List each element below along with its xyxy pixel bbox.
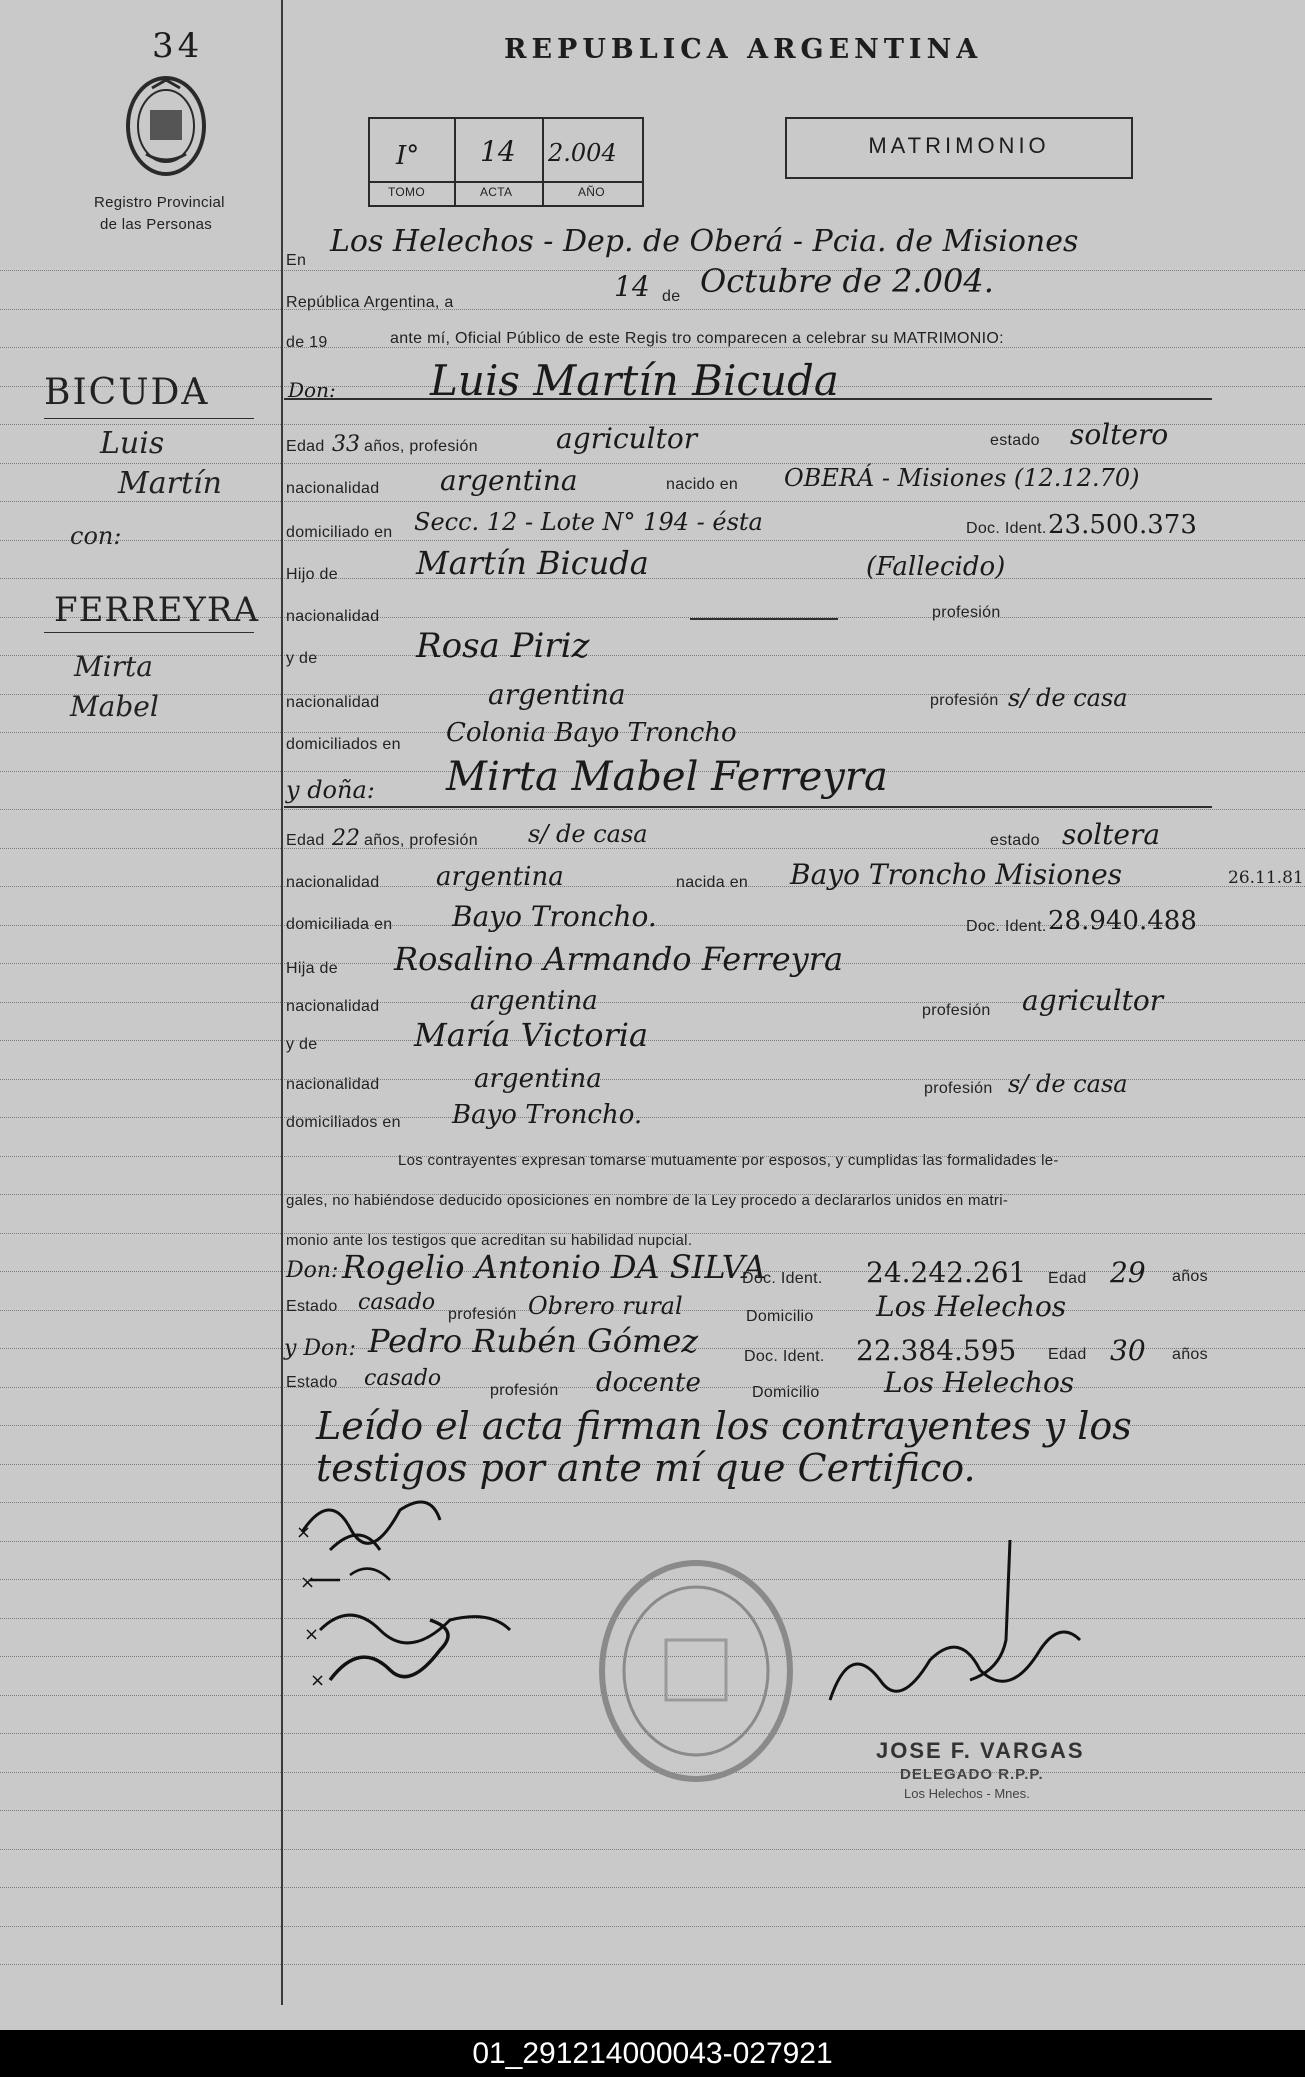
signature-graphics bbox=[290, 1480, 550, 1710]
ruled-line bbox=[0, 270, 1305, 271]
declaration-line2: gales, no habiéndose deducido oposiciones en nombre de la Ley procedo a declararlos unidos en matri- bbox=[286, 1192, 1009, 1209]
groom-father-prof-label: profesión bbox=[932, 604, 1001, 621]
witness1-doc: 24.242.261 bbox=[866, 1256, 1027, 1289]
bride-mother-nat-label: nacionalidad bbox=[286, 1076, 380, 1093]
bride-nationality: argentina bbox=[436, 862, 564, 892]
witness2-name: Pedro Rubén Gómez bbox=[368, 1322, 699, 1360]
bride-nacida-label: nacida en bbox=[676, 874, 749, 891]
witness2-estado-label: Estado bbox=[286, 1374, 338, 1391]
ruled-line bbox=[0, 501, 1305, 502]
bride-profesion-label: años, profesión bbox=[364, 832, 478, 849]
groom-dom-label: domiciliado en bbox=[286, 524, 393, 541]
closing-line1: Leído el acta firman los contrayentes y los bbox=[316, 1404, 1132, 1448]
ruled-line bbox=[0, 655, 1305, 656]
de-label: de bbox=[662, 288, 681, 305]
bride-parents-address: Bayo Troncho. bbox=[452, 1100, 643, 1130]
groom-age: 33 bbox=[332, 432, 360, 457]
closing-line2: testigos por ante mí que Certifico. bbox=[316, 1446, 976, 1490]
bride-age: 22 bbox=[332, 826, 360, 851]
witness2-doc: 22.384.595 bbox=[856, 1334, 1017, 1367]
bride-dom-label: domiciliada en bbox=[286, 916, 393, 933]
provincial-seal-icon bbox=[124, 74, 208, 178]
witness2-dom-label: Domicilio bbox=[752, 1384, 820, 1401]
groom-father-note: (Fallecido) bbox=[866, 552, 1006, 582]
svg-text:×: × bbox=[296, 1522, 312, 1543]
registry-line1: Registro Provincial bbox=[94, 194, 225, 211]
record-type: MATRIMONIO bbox=[868, 133, 1050, 158]
official-seal-icon bbox=[596, 1556, 796, 1786]
groom-mother: Rosa Piriz bbox=[416, 626, 590, 666]
bride-nat-label: nacionalidad bbox=[286, 874, 380, 891]
section-separator-groom bbox=[284, 398, 1212, 400]
witness2-doc-label: Doc. Ident. bbox=[744, 1348, 825, 1365]
groom-doc-label: Doc. Ident. bbox=[966, 520, 1047, 537]
groom-mother-nationality: argentina bbox=[488, 678, 626, 711]
svg-text:×: × bbox=[310, 1670, 326, 1691]
tomo-label: TOMO bbox=[388, 185, 425, 199]
country-title: REPUBLICA ARGENTINA bbox=[504, 34, 983, 65]
groom-name: Luis Martín Bicuda bbox=[430, 356, 839, 405]
groom-yde-label: y de bbox=[286, 650, 318, 667]
groom-mother-nat-label: nacionalidad bbox=[286, 694, 380, 711]
witness2-civil-status: casado bbox=[364, 1366, 442, 1391]
groom-address: Secc. 12 - Lote N° 194 - ésta bbox=[414, 508, 763, 536]
groom-prefix: Don: bbox=[288, 378, 336, 402]
svg-text:×: × bbox=[300, 1572, 316, 1593]
record-type-box bbox=[785, 117, 1133, 179]
acta-label: ACTA bbox=[480, 185, 513, 199]
witness2-edad-label: Edad bbox=[1048, 1346, 1087, 1363]
witness1-doc-label: Doc. Ident. bbox=[742, 1270, 823, 1287]
margin-groom-given2: Martín bbox=[118, 466, 222, 501]
margin-underline bbox=[44, 418, 254, 419]
bride-mother: María Victoria bbox=[414, 1016, 649, 1054]
witness1-prof-label: profesión bbox=[448, 1306, 517, 1323]
bride-edad-label: Edad bbox=[286, 832, 325, 849]
groom-nationality: argentina bbox=[440, 464, 578, 497]
tomo-value: I° bbox=[396, 141, 420, 171]
bride-mother-nationality: argentina bbox=[474, 1064, 602, 1094]
marriage-month-year: Octubre de 2.004. bbox=[700, 262, 994, 300]
margin-bride-surname: FERREYRA bbox=[54, 590, 260, 630]
groom-civil-status: soltero bbox=[1070, 418, 1169, 451]
groom-father: Martín Bicuda bbox=[416, 544, 649, 582]
bride-birthplace: Bayo Troncho Misiones bbox=[790, 858, 1123, 891]
groom-profesion-label: años, profesión bbox=[364, 438, 478, 455]
bride-name: Mirta Mabel Ferreyra bbox=[446, 754, 888, 800]
bride-father-nationality: argentina bbox=[470, 986, 598, 1016]
republica-label: República Argentina, a bbox=[286, 294, 454, 311]
witness1-edad-label: Edad bbox=[1048, 1270, 1087, 1287]
bride-father: Rosalino Armando Ferreyra bbox=[394, 940, 844, 978]
witness2-age: 30 bbox=[1110, 1334, 1146, 1367]
en-label: En bbox=[286, 252, 307, 269]
ruled-line bbox=[0, 1117, 1305, 1118]
section-separator-bride bbox=[284, 806, 1212, 808]
bride-estado-label: estado bbox=[990, 832, 1040, 849]
bride-hija-label: Hija de bbox=[286, 960, 338, 977]
margin-divider bbox=[281, 0, 283, 2005]
witness1-civil-status: casado bbox=[358, 1290, 436, 1315]
witness1-profession: Obrero rural bbox=[528, 1292, 683, 1320]
bride-prefix: y doña: bbox=[286, 776, 375, 804]
blank-mark bbox=[690, 618, 838, 620]
marriage-place: Los Helechos - Dep. de Oberá - Pcia. de Misiones bbox=[330, 224, 1079, 259]
ano-value: 2.004 bbox=[548, 139, 617, 167]
bride-yde-label: y de bbox=[286, 1036, 318, 1053]
ruled-line bbox=[0, 809, 1305, 810]
bride-father-prof-label: profesión bbox=[922, 1002, 991, 1019]
officiant-statement: ante mí, Oficial Público de este Regis tro comparecen a celebrar su MATRIMONIO: bbox=[390, 330, 1004, 347]
groom-estado-label: estado bbox=[990, 432, 1040, 449]
ruled-line bbox=[0, 1964, 1305, 1965]
witness1-address: Los Helechos bbox=[876, 1290, 1067, 1323]
margin-bride-given2: Mabel bbox=[70, 690, 159, 723]
bride-parents-dom-label: domiciliados en bbox=[286, 1114, 401, 1131]
official-signature bbox=[820, 1530, 1100, 1730]
ruled-line bbox=[0, 1926, 1305, 1927]
ruled-line bbox=[0, 1541, 1305, 1542]
record-box bbox=[368, 117, 644, 207]
witness1-anos-label: años bbox=[1172, 1268, 1208, 1285]
margin-groom-surname: BICUDA bbox=[44, 372, 210, 413]
groom-hijo-label: Hijo de bbox=[286, 566, 338, 583]
margin-right-note: 26.11.81 bbox=[1228, 868, 1304, 888]
witness2-profession: docente bbox=[596, 1368, 701, 1398]
margin-con: con: bbox=[70, 522, 122, 550]
witness1-estado-label: Estado bbox=[286, 1298, 338, 1315]
ruled-line bbox=[0, 1849, 1305, 1850]
groom-parents-dom-label: domiciliados en bbox=[286, 736, 401, 753]
witness2-prof-label: profesión bbox=[490, 1382, 559, 1399]
page-number: 34 bbox=[152, 26, 204, 66]
bride-father-nat-label: nacionalidad bbox=[286, 998, 380, 1015]
groom-edad-label: Edad bbox=[286, 438, 325, 455]
ruled-line bbox=[0, 1502, 1305, 1503]
groom-mother-prof-label: profesión bbox=[930, 692, 999, 709]
margin-bride-given1: Mirta bbox=[74, 650, 153, 683]
margin-groom-given1: Luis bbox=[100, 426, 165, 461]
witness1-prefix: Don: bbox=[286, 1258, 339, 1283]
bride-doc: 28.940.488 bbox=[1048, 906, 1197, 936]
groom-doc: 23.500.373 bbox=[1048, 510, 1197, 540]
official-name: JOSE F. VARGAS bbox=[876, 1738, 1085, 1763]
ruled-line bbox=[0, 578, 1305, 579]
declaration-line1: Los contrayentes expresan tomarse mutuamente por esposos, y cumplidas las formalidades le- bbox=[398, 1152, 1059, 1169]
bride-doc-label: Doc. Ident. bbox=[966, 918, 1047, 935]
margin-underline-2 bbox=[44, 632, 254, 633]
witness1-age: 29 bbox=[1110, 1256, 1146, 1289]
witness1-dom-label: Domicilio bbox=[746, 1308, 814, 1325]
bride-profession: s/ de casa bbox=[528, 820, 648, 848]
groom-nat-label: nacionalidad bbox=[286, 480, 380, 497]
official-place: Los Helechos - Mnes. bbox=[904, 1786, 1030, 1801]
file-reference: 01_291214000043-027921 bbox=[0, 2030, 1305, 2077]
registry-line2: de las Personas bbox=[100, 216, 213, 233]
bride-mother-prof-label: profesión bbox=[924, 1080, 993, 1097]
ruled-line bbox=[0, 540, 1305, 541]
ruled-line bbox=[0, 1040, 1305, 1041]
witness2-address: Los Helechos bbox=[884, 1366, 1075, 1399]
groom-birthplace: OBERÁ - Misiones (12.12.70) bbox=[784, 464, 1140, 492]
bride-mother-profession: s/ de casa bbox=[1008, 1070, 1128, 1098]
acta-value: 14 bbox=[480, 135, 516, 168]
bride-address: Bayo Troncho. bbox=[452, 900, 657, 933]
ruled-line bbox=[0, 1810, 1305, 1811]
groom-nacido-label: nacido en bbox=[666, 476, 739, 493]
groom-parents-address: Colonia Bayo Troncho bbox=[446, 718, 737, 748]
witness1-name: Rogelio Antonio DA SILVA bbox=[342, 1248, 766, 1286]
ruled-line bbox=[0, 1887, 1305, 1888]
ruled-line bbox=[0, 309, 1305, 310]
declaration-line3: monio ante los testigos que acreditan su habilidad nupcial. bbox=[286, 1232, 693, 1249]
groom-mother-profession: s/ de casa bbox=[1008, 684, 1128, 712]
de19-label: de 19 bbox=[286, 334, 328, 351]
ano-label: AÑO bbox=[578, 185, 605, 199]
witness2-prefix: y Don: bbox=[284, 1336, 356, 1361]
official-title: DELEGADO R.P.P. bbox=[900, 1766, 1044, 1783]
bride-civil-status: soltera bbox=[1062, 818, 1161, 851]
svg-text:×: × bbox=[304, 1624, 320, 1645]
marriage-day: 14 bbox=[614, 270, 650, 303]
witness2-anos-label: años bbox=[1172, 1346, 1208, 1363]
bride-father-profession: agricultor bbox=[1022, 984, 1164, 1017]
groom-profession: agricultor bbox=[556, 422, 698, 455]
groom-father-nat-label: nacionalidad bbox=[286, 608, 380, 625]
